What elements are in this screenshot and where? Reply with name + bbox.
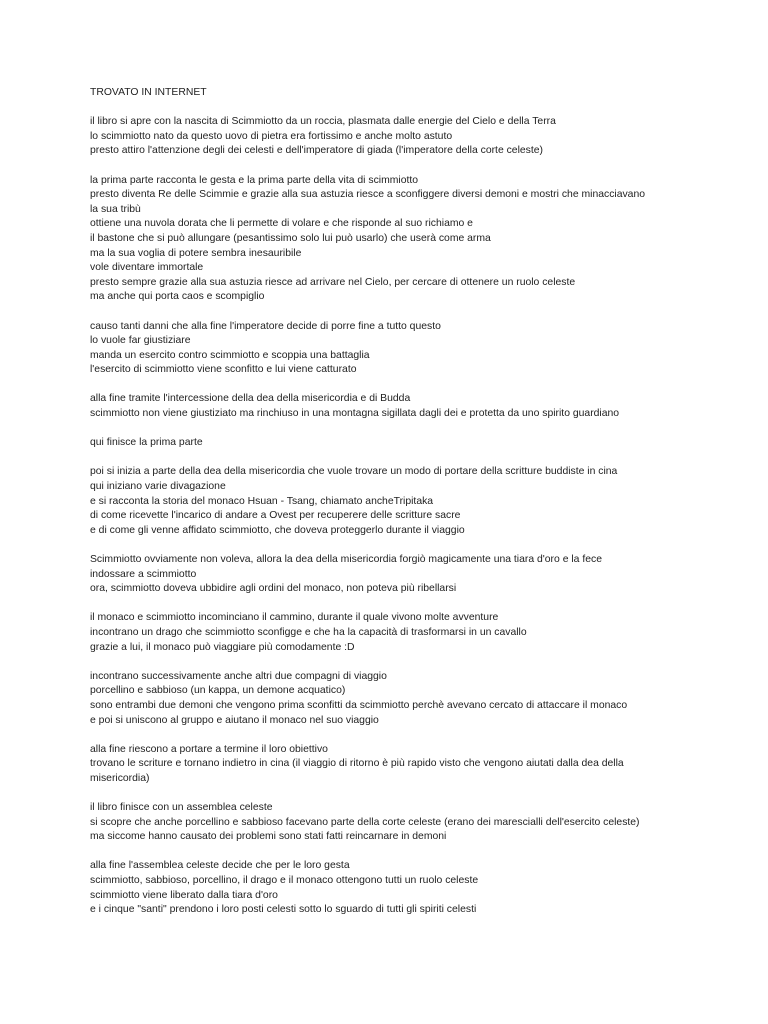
text-line: scimmiotto non viene giustiziato ma rinchiuso in una montagna sigillata dagli dei e protetta da uno spirito guardiano: [90, 408, 620, 420]
text-line: poi si inizia a parte della dea della misericordia che vuole trovare un modo di portare della scritture buddiste in cina: [90, 466, 618, 478]
text-line: e di come gli venne affidato scimmiotto, che doveva proteggerlo durante il viaggio: [90, 524, 465, 536]
text-line: porcellino e sabbioso (un kappa, un demone acquatico): [90, 685, 346, 697]
text-line: scimmiotto viene liberato dalla tiara d'oro: [90, 889, 278, 901]
text-line: alla fine tramite l'intercessione della dea della misericordia e di Budda: [90, 393, 411, 405]
text-line: e si racconta la storia del monaco Hsuan - Tsang, chiamato ancheTripitaka: [90, 495, 434, 507]
text-line: ora, scimmiotto doveva ubbidire agli ordini del monaco, non poteva più ribellarsi: [90, 583, 457, 595]
text-line: manda un esercito contro scimmiotto e scoppia una battaglia: [90, 349, 370, 361]
document-title: TROVATO IN INTERNET: [90, 87, 207, 98]
paragraph: [90, 670, 710, 728]
text-line: di come ricevette l'incarico di andare a Ovest per recuperere delle scritture sacre: [90, 510, 461, 522]
text-line: ottiene una nuvola dorata che li permette di volare e che risponde al suo richiamo e: [90, 218, 473, 230]
paragraph: [90, 320, 710, 378]
text-line: presto diventa Re delle Scimmie e grazie alla sua astuzia riesce a sconfiggere diversi demoni e mostri che minacciavano: [90, 189, 646, 201]
paragraph: [90, 553, 710, 597]
text-line: indossare a scimmiotto: [90, 568, 197, 580]
paragraph: [90, 743, 710, 787]
paragraph: [90, 174, 710, 305]
text-line: e poi si uniscono al gruppo e aiutano il monaco nel suo viaggio: [90, 714, 379, 726]
paragraph-list: [90, 115, 710, 918]
text-line: alla fine l'assemblea celeste decide che per le loro gesta: [90, 860, 350, 872]
paragraph: [90, 392, 710, 421]
text-line: Scimmiotto ovviamente non voleva, allora la dea della misericordia forgiò magicamente una tiara d'oro e la fece: [90, 554, 602, 565]
text-line: il libro si apre con la nascita di Scimmiotto da un roccia, plasmata dalle energie del Cielo e della Terra: [90, 116, 556, 128]
text-line: il monaco e scimmiotto incominciano il cammino, durante il quale vivono molte avventure: [90, 612, 499, 624]
text-line: e i cinque "santi" prendono i loro posti celesti sotto lo sguardo di tutti gli spiriti celesti: [90, 904, 477, 916]
paragraph: [90, 859, 710, 917]
text-line: trovano le scriture e tornano indietro in cina (il viaggio di ritorno è più rapido visto che vengono aiutati dalla dea della: [90, 758, 624, 770]
text-line: alla fine riescono a portare a termine il loro obiettivo: [90, 743, 328, 755]
text-line: qui iniziano varie divagazione: [90, 481, 226, 493]
text-line: lo vuole far giustiziare: [90, 335, 191, 347]
text-line: si scopre che anche porcellino e sabbioso facevano parte della corte celeste (erano dei marescialli dell'esercito celeste): [90, 816, 640, 828]
text-line: qui finisce la prima parte: [90, 437, 203, 449]
text-line: sono entrambi due demoni che vengono prima sconfitti da scimmiotto perchè avevano cercato di attaccare il monaco: [90, 699, 628, 711]
text-line: grazie a lui, il monaco può viaggiare più comodamente :D: [90, 641, 355, 653]
paragraph: [90, 465, 710, 538]
paragraph: [90, 801, 710, 845]
text-line: presto attiro l'attenzione degli dei celesti e dell'imperatore di giada (l'imperatore della corte celeste): [90, 145, 543, 157]
text-line: ma siccome hanno causato dei problemi sono stati fatti reincarnare in demoni: [90, 831, 447, 843]
text-line: il libro finisce con un assemblea celeste: [90, 802, 273, 814]
text-line: l'esercito di scimmiotto viene sconfitto e lui viene catturato: [90, 364, 357, 376]
paragraph: [90, 115, 710, 159]
text-line: incontrano successivamente anche altri due compagni di viaggio: [90, 670, 387, 682]
text-line: la sua tribù: [90, 203, 141, 215]
paragraph: [90, 436, 710, 451]
text-line: scimmiotto, sabbioso, porcellino, il drago e il monaco ottengono tutti un ruolo celeste: [90, 875, 479, 887]
text-line: ma la sua voglia di potere sembra inesauribile: [90, 247, 302, 259]
text-line: causo tanti danni che alla fine l'imperatore decide di porre fine a tutto questo: [90, 320, 441, 332]
text-line: ma anche qui porta caos e scompiglio: [90, 291, 265, 303]
text-line: incontrano un drago che scimmiotto sconfigge e che ha la capacità di trasformarsi in un cavallo: [90, 626, 527, 638]
text-line: lo scimmiotto nato da questo uovo di pietra era fortissimo e anche molto astuto: [90, 130, 453, 142]
text-line: misericordia): [90, 772, 150, 784]
paragraph: [90, 611, 710, 655]
text-line: vole diventare immortale: [90, 262, 204, 274]
text-line: presto sempre grazie alla sua astuzia riesce ad arrivare nel Cielo, per cercare di ottenere un ruolo celeste: [90, 276, 576, 288]
text-line: la prima parte racconta le gesta e la prima parte della vita di scimmiotto: [90, 174, 419, 186]
document-body: [90, 86, 710, 932]
text-line: il bastone che si può allungare (pesantissimo solo lui può usarlo) che userà come arma: [90, 232, 491, 244]
